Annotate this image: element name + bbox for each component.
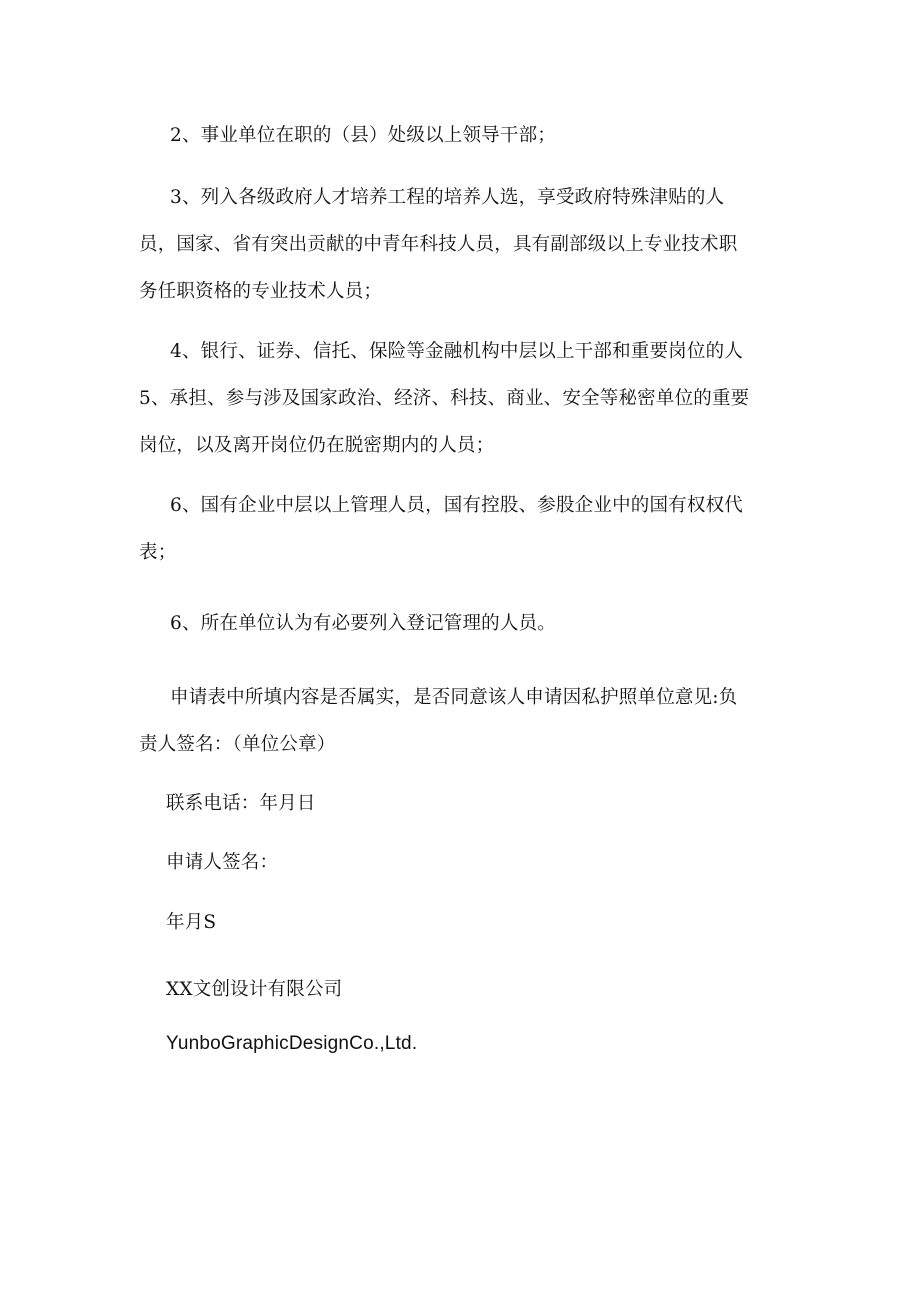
item-6b-line-1: 6、所在单位认为有必要列入登记管理的人员。 <box>170 613 556 634</box>
item-6-line-1: 6、国有企业中层以上管理人员，国有控股、参股企业中的国有权权代 <box>170 495 743 516</box>
item-3-line-1: 3、列入各级政府人才培养工程的培养人选，享受政府特殊津贴的人 <box>170 187 725 208</box>
contact-phone-line: 联系电话：年月日 <box>166 793 316 814</box>
item-2-line-1: 2、事业单位在职的（县）处级以上领导干部； <box>170 125 556 146</box>
item-4-line-1: 4、银行、证券、信托、保险等金融机构中层以上干部和重要岗位的人 <box>170 341 743 362</box>
item-5-line-2: 岗位，以及离开岗位仍在脱密期内的人员； <box>139 435 495 456</box>
opinion-line-1: 申请表中所填内容是否属实，是否同意该人申请因私护照单位意见:负 <box>170 687 738 708</box>
item-3-line-2: 员，国家、省有突出贡献的中青年科技人员，具有副部级以上专业技术职 <box>139 234 738 255</box>
applicant-signature-line: 申请人签名： <box>166 852 279 873</box>
item-5-line-1: 5、承担、参与涉及国家政治、经济、科技、商业、安全等秘密单位的重要 <box>139 388 750 409</box>
item-3-line-3: 务任职资格的专业技术人员； <box>139 281 383 302</box>
opinion-line-2: 责人签名：（单位公章） <box>139 734 336 755</box>
company-cn-name: XX文创设计有限公司 <box>166 979 343 1000</box>
item-6-line-2: 表； <box>139 542 177 563</box>
company-en-name: YunboGraphicDesignCo.,Ltd. <box>166 1033 418 1054</box>
date-line: 年月S <box>166 912 217 933</box>
